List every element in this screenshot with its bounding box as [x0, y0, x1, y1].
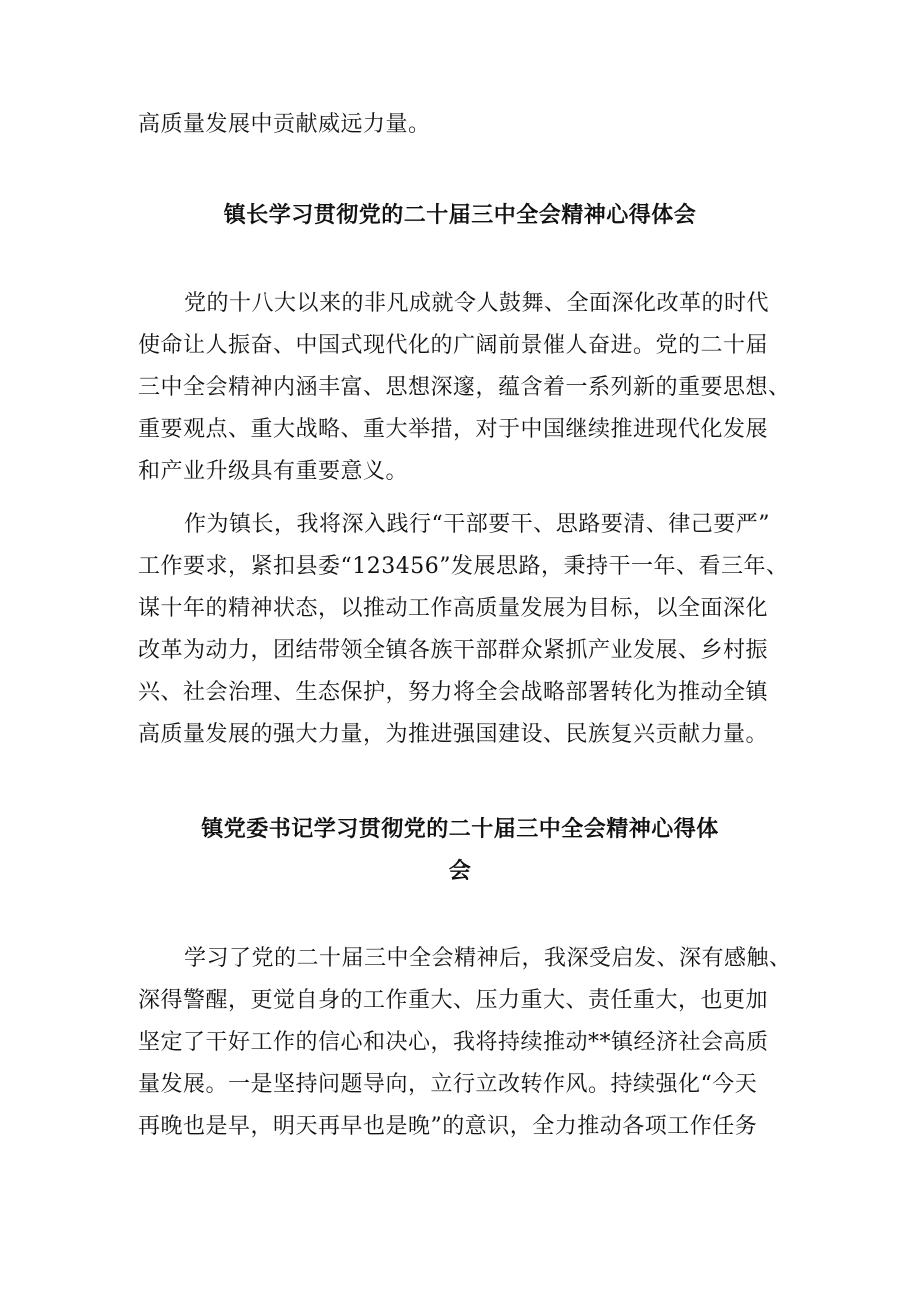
paragraph-line: 深得警醒，更觉自身的工作重大、压力重大、责任重大，也更加: [138, 988, 769, 1013]
paragraph-line: 作为镇长，我将深入践行“干部要干、思路要清、律己要严”: [184, 512, 770, 537]
paragraph-line: 学习了党的二十届三中全会精神后，我深受启发、深有感触、: [184, 946, 792, 971]
section2-title-line1: 镇党委书记学习贯彻党的二十届三中全会精神心得体: [201, 817, 719, 842]
paragraph-line: 谋十年的精神状态，以推动工作高质量发展为目标，以全面深化: [138, 596, 769, 621]
paragraph-line: 再晚也是早，明天再早也是晚”的意识，全力推动各项工作任务: [138, 1114, 758, 1139]
section1-title: 镇长学习贯彻党的二十届三中全会精神心得体会: [223, 203, 697, 228]
paragraph-line: 党的十八大以来的非凡成就令人鼓舞、全面深化改革的时代: [184, 291, 770, 316]
continuation-text: 高质量发展中贡献威远力量。: [138, 112, 431, 137]
paragraph-line: 重要观点、重大战略、重大举措，对于中国继续推进现代化发展: [138, 417, 769, 442]
paragraph-line: 兴、社会治理、生态保护，努力将全会战略部署转化为推动全镇: [138, 680, 769, 705]
paragraph-line: 工作要求，紧扣县委“123456”发展思路，秉持干一年、看三年、: [138, 554, 789, 579]
paragraph-line: 和产业升级具有重要意义。: [138, 459, 409, 484]
paragraph-line: 使命让人振奋、中国式现代化的广阔前景催人奋进。党的二十届: [138, 333, 769, 358]
paragraph-line: 高质量发展的强大力量，为推进强国建设、民族复兴贡献力量。: [138, 722, 769, 747]
paragraph-line: 改革为动力，团结带领全镇各族干部群众紧抓产业发展、乡村振: [138, 638, 769, 663]
paragraph-line: 量发展。一是坚持问题导向，立行立改转作风。持续强化“今天: [138, 1072, 758, 1097]
paragraph-line: 三中全会精神内涵丰富、思想深邃，蕴含着一系列新的重要思想、: [138, 375, 791, 400]
paragraph-line: 坚定了干好工作的信心和决心，我将持续推动**镇经济社会高质: [138, 1030, 769, 1055]
section2-title-line2: 会: [448, 859, 472, 884]
